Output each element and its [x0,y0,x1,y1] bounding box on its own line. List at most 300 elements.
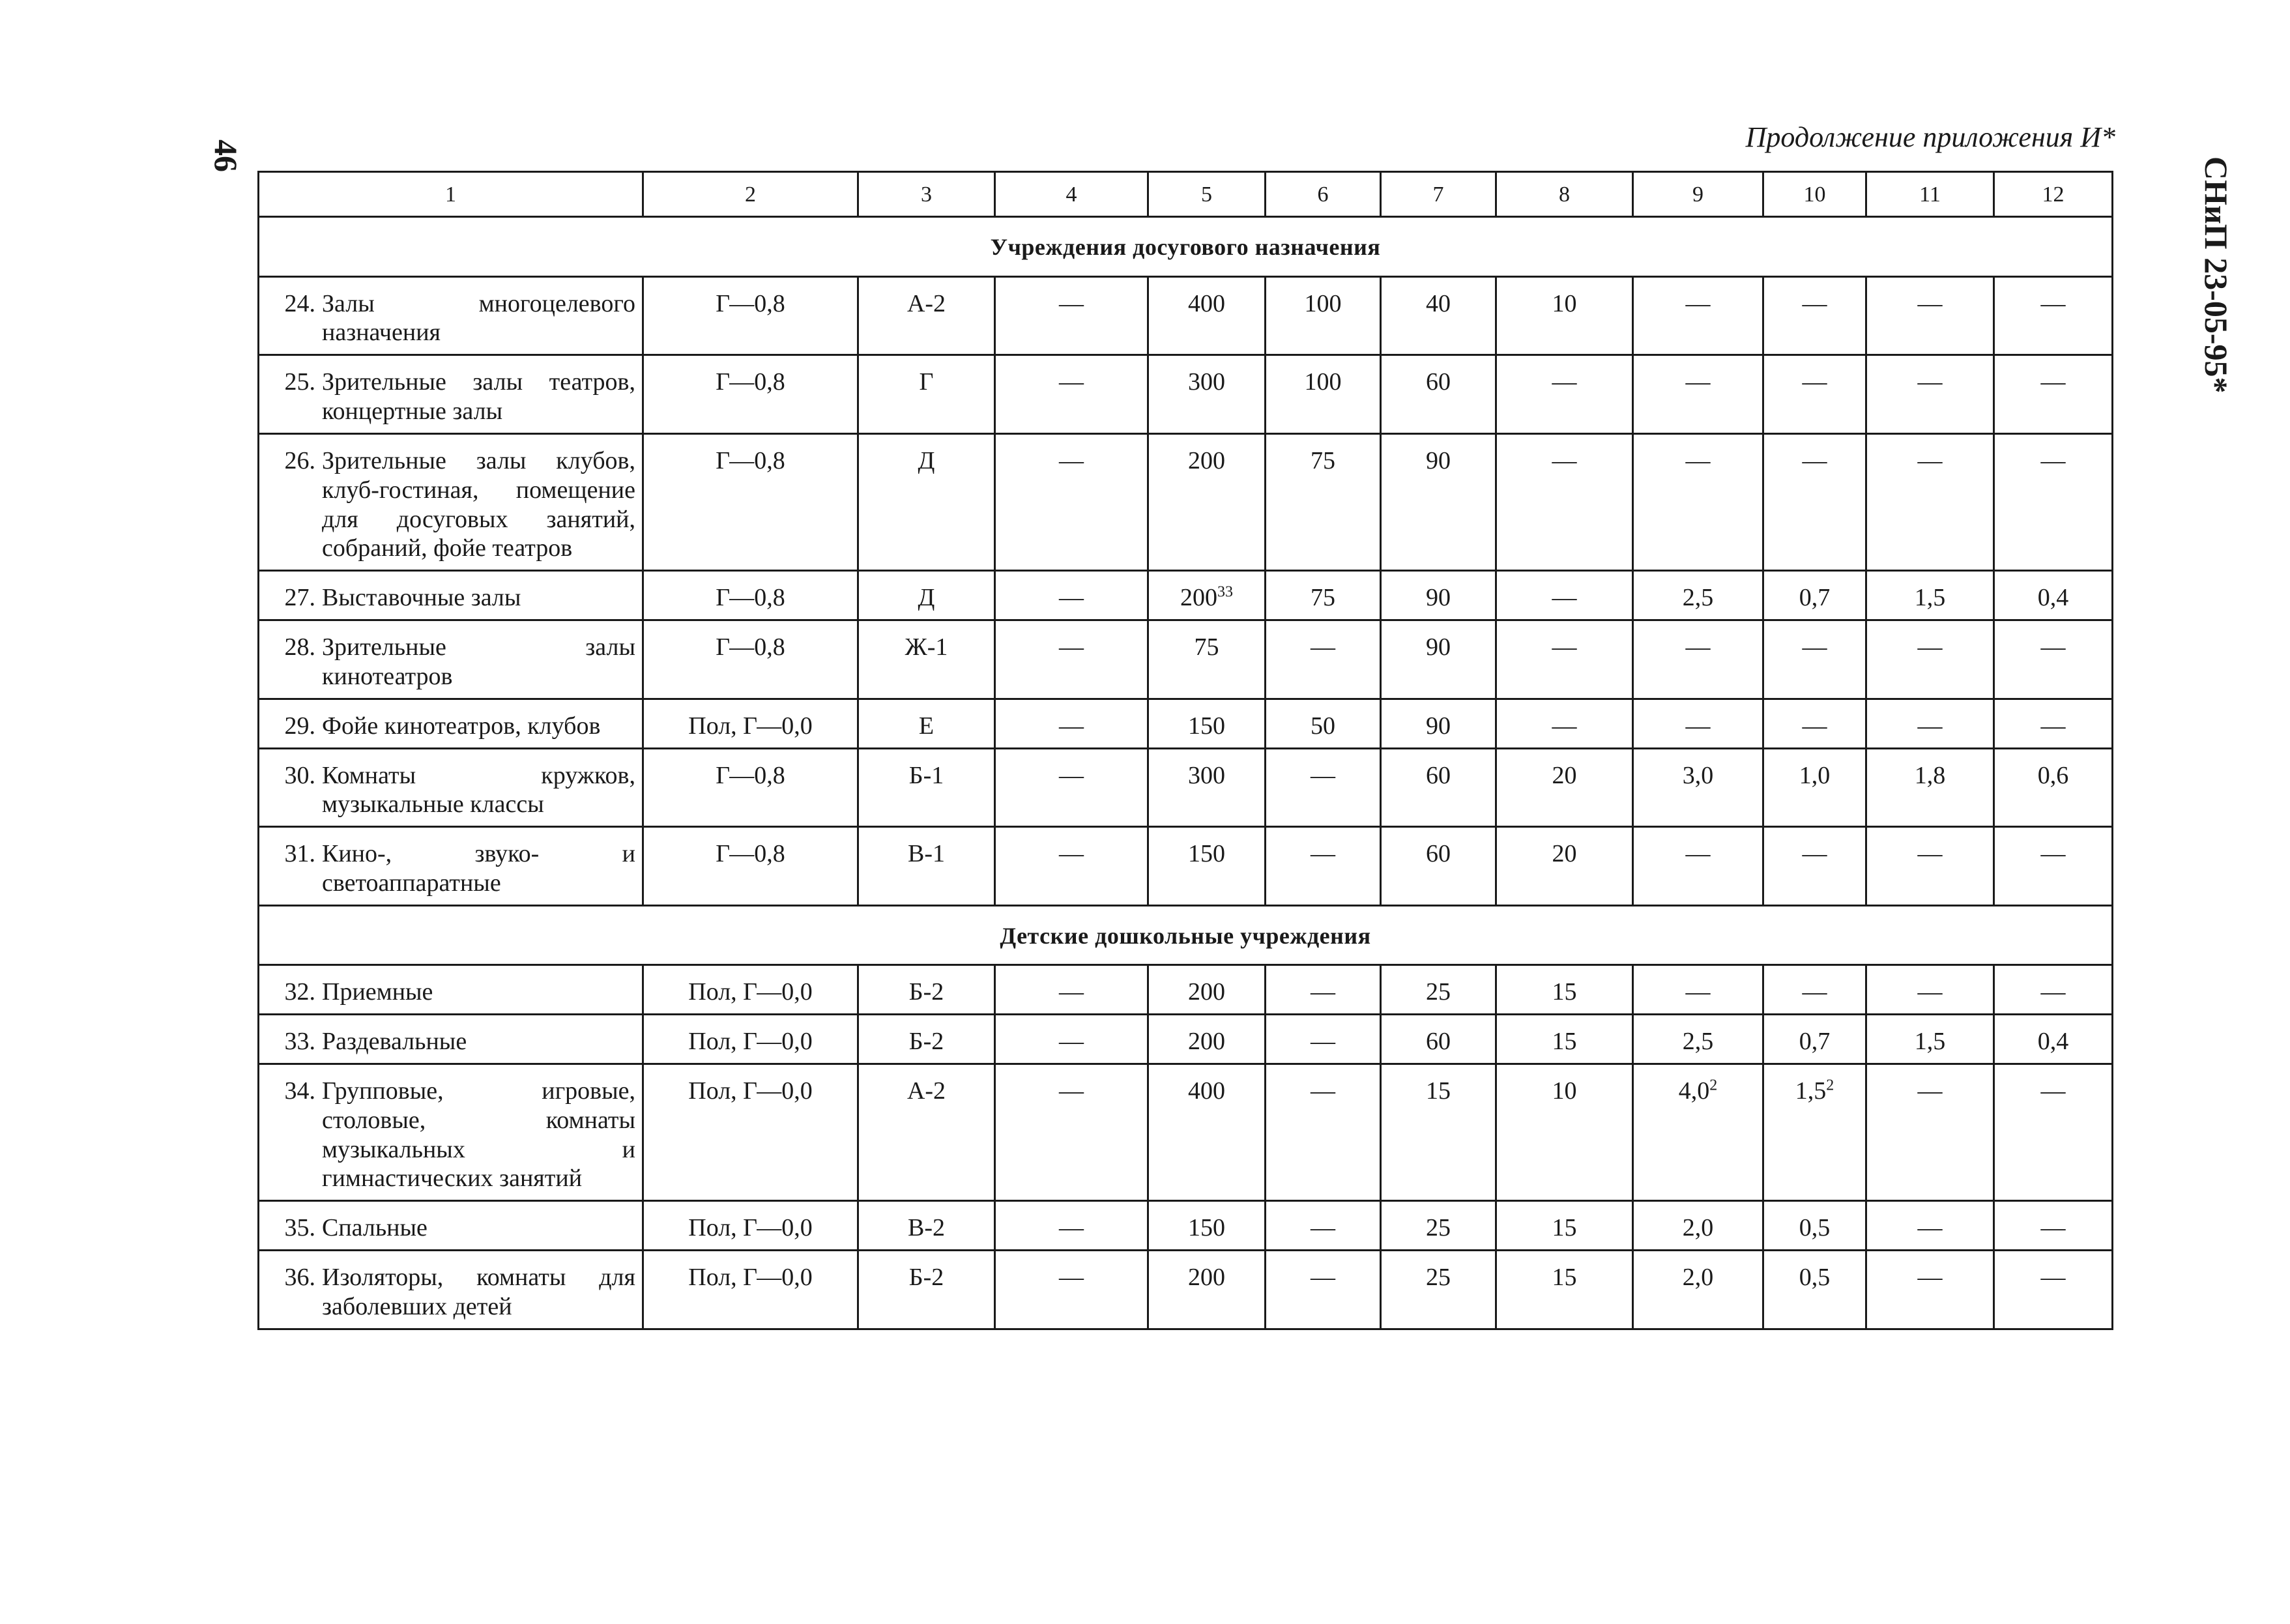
cell-c12 [1994,748,2113,827]
room-name: Изоляторы, комнаты для заболевших детей [322,1264,635,1320]
cell-value: 150 [1188,1214,1225,1242]
row-number: 25. [284,368,315,396]
cell-value: — [2040,1214,2066,1242]
column-header-2: 2 [643,172,858,217]
table-row [259,965,2113,1015]
cell-value: Б-1 [908,761,944,789]
cell-value: — [1802,712,1827,740]
cell-value: — [1059,289,1084,317]
cell-value: 0,4 [2037,584,2069,612]
cell-value: — [1685,978,1711,1006]
cell-value: 40 [1426,289,1451,317]
cell-value: 0,5 [1799,1264,1831,1292]
cell-value: 20 [1552,840,1577,868]
row-number: 30. [284,761,315,789]
cell-c3 [858,827,995,906]
cell-value: Г [919,368,934,396]
cell-value: 60 [1426,368,1451,396]
room-name-cell [259,1251,643,1329]
cell-value: — [1917,978,1943,1006]
cell-c2 [643,1201,858,1251]
column-header-5: 5 [1148,172,1266,217]
cell-c7 [1381,965,1496,1015]
room-name: Кино-, звуко- и светоаппаратные [322,840,635,897]
cell-value: — [1685,289,1711,317]
room-name: Комнаты кружков, музыкальные классы [322,761,635,819]
cell-c10 [1763,699,1866,748]
cell-value: Б-2 [908,1028,944,1056]
cell-c4 [995,355,1148,434]
room-name-cell [259,571,643,620]
cell-value: 75 [1311,446,1335,474]
room-name-cell [259,355,643,434]
cell-c7 [1381,827,1496,906]
cell-value: Пол, Г—0,0 [688,712,813,740]
cell-c9 [1633,1251,1763,1329]
cell-c3 [858,1251,995,1329]
cell-c2 [643,1015,858,1064]
cell-c8 [1496,620,1633,699]
table-row [259,571,2113,620]
cell-value: — [1059,840,1084,868]
room-name: Фойе кинотеатров, клубов [322,712,601,740]
cell-c2 [643,620,858,699]
cell-value: 0,5 [1799,1214,1831,1242]
cell-c11 [1866,355,1994,434]
column-header-4: 4 [995,172,1148,217]
cell-c5 [1148,827,1266,906]
table-row [259,827,2113,906]
cell-value: 2,5 [1682,584,1714,612]
cell-value: — [2040,446,2066,474]
section-row [259,217,2113,276]
cell-value: — [1802,978,1827,1006]
room-name: Приемные [322,978,433,1006]
section-title: Учреждения досугового назначения [259,217,2113,276]
cell-value: 0,4 [2037,1028,2069,1056]
row-number: 24. [284,289,315,317]
cell-value: Г—0,8 [716,446,785,474]
cell-value: — [1917,1214,1943,1242]
cell-value: — [1917,289,1943,317]
cell-value: Пол, Г—0,0 [688,1077,813,1105]
cell-value: 15 [1552,1264,1577,1292]
cell-value: — [2040,633,2066,661]
cell-c9 [1633,433,1763,570]
cell-c9 [1633,699,1763,748]
cell-value: — [1685,368,1711,396]
room-name-cell [259,1015,643,1064]
cell-value: 100 [1304,368,1342,396]
table-row [259,1064,2113,1200]
cell-c4 [995,571,1148,620]
cell-value: — [1917,712,1943,740]
cell-c5 [1148,571,1266,620]
room-name: Спальные [322,1214,428,1242]
cell-c9 [1633,748,1763,827]
cell-value: 150 [1188,712,1225,740]
cell-c10 [1763,276,1866,355]
footnote-mark: 2 [1826,1077,1834,1094]
cell-c8 [1496,1251,1633,1329]
cell-c12 [1994,620,2113,699]
cell-c6 [1266,433,1381,570]
cell-value: 15 [1552,978,1577,1006]
cell-value: 2,0 [1682,1214,1714,1242]
cell-c9 [1633,1201,1763,1251]
cell-c4 [995,1201,1148,1251]
room-name: Групповые, игровые, столовые, комнаты музыкальных и гимнастических занятий [322,1077,635,1193]
cell-c6 [1266,620,1381,699]
room-name-cell [259,965,643,1015]
cell-value: — [1802,840,1827,868]
cell-value: — [2040,289,2066,317]
cell-c5 [1148,1201,1266,1251]
cell-value: 2,5 [1682,1028,1714,1056]
cell-value: 1,5 [1795,1077,1827,1105]
cell-c5 [1148,1251,1266,1329]
table-row [259,433,2113,570]
cell-c4 [995,699,1148,748]
cell-c7 [1381,620,1496,699]
cell-c11 [1866,965,1994,1015]
cell-value: — [1311,1264,1335,1292]
table-row [259,699,2113,748]
cell-value: — [1917,1077,1943,1105]
cell-c11 [1866,433,1994,570]
cell-value: — [1059,1077,1084,1105]
cell-c10 [1763,620,1866,699]
cell-value: — [2040,978,2066,1006]
cell-value: 25 [1426,978,1451,1006]
cell-value: — [1917,446,1943,474]
cell-c3 [858,620,995,699]
cell-value: 20 [1552,761,1577,789]
cell-c5 [1148,699,1266,748]
cell-value: 60 [1426,761,1451,789]
cell-value: 100 [1304,289,1342,317]
room-name-cell [259,433,643,570]
document-code: СНиП 23-05-95* [2198,156,2235,394]
cell-c12 [1994,1201,2113,1251]
cell-value: 1,8 [1914,761,1946,789]
row-number: 33. [284,1028,315,1056]
cell-c4 [995,827,1148,906]
cell-value: — [1802,368,1827,396]
cell-c9 [1633,571,1763,620]
cell-c10 [1763,571,1866,620]
cell-value: — [2040,1077,2066,1105]
table-row [259,1201,2113,1251]
room-name-cell [259,748,643,827]
cell-value: — [1802,289,1827,317]
cell-value: Г—0,8 [716,289,785,317]
cell-c2 [643,748,858,827]
cell-value: 400 [1188,1077,1225,1105]
cell-c5 [1148,1064,1266,1200]
column-header-1: 1 [259,172,643,217]
cell-value: 1,5 [1914,584,1946,612]
cell-value: В-2 [908,1214,945,1242]
cell-c3 [858,571,995,620]
cell-value: Б-2 [908,1264,944,1292]
cell-c12 [1994,276,2113,355]
cell-c7 [1381,748,1496,827]
cell-value: 90 [1426,712,1451,740]
row-number: 29. [284,712,315,740]
room-name: Залы многоцелевого назначения [322,289,635,347]
cell-c8 [1496,1201,1633,1251]
cell-c7 [1381,276,1496,355]
cell-c7 [1381,1201,1496,1251]
cell-c3 [858,433,995,570]
cell-c2 [643,1251,858,1329]
cell-value: Г—0,8 [716,840,785,868]
cell-value: 4,0 [1678,1077,1710,1105]
table-body [259,217,2113,1329]
cell-c9 [1633,620,1763,699]
cell-c10 [1763,1064,1866,1200]
cell-c12 [1994,1251,2113,1329]
cell-c6 [1266,699,1381,748]
cell-c2 [643,1064,858,1200]
cell-c7 [1381,571,1496,620]
room-name: Выставочные залы [322,584,521,612]
cell-value: 60 [1426,1028,1451,1056]
cell-c2 [643,827,858,906]
column-header-8: 8 [1496,172,1633,217]
cell-value: 400 [1188,289,1225,317]
cell-c4 [995,1015,1148,1064]
cell-value: 60 [1426,840,1451,868]
cell-c8 [1496,571,1633,620]
cell-value: — [1059,761,1084,789]
cell-c7 [1381,1015,1496,1064]
table-header [259,172,2113,217]
cell-c5 [1148,355,1266,434]
cell-c3 [858,1201,995,1251]
cell-c11 [1866,699,1994,748]
cell-value: Д [918,446,935,474]
room-name-cell [259,1064,643,1200]
cell-value: 200 [1188,978,1225,1006]
cell-c4 [995,965,1148,1015]
table-row [259,276,2113,355]
cell-value: — [1311,1214,1335,1242]
cell-c11 [1866,571,1994,620]
cell-c11 [1866,1251,1994,1329]
cell-c8 [1496,748,1633,827]
cell-c8 [1496,433,1633,570]
cell-value: — [1059,584,1084,612]
cell-value: 0,7 [1799,584,1831,612]
cell-c2 [643,433,858,570]
cell-value: — [1059,633,1084,661]
table-row [259,748,2113,827]
cell-value: Г—0,8 [716,368,785,396]
cell-c5 [1148,965,1266,1015]
cell-c2 [643,965,858,1015]
cell-value: — [1917,1264,1943,1292]
cell-value: Б-2 [908,978,944,1006]
cell-value: — [2040,1264,2066,1292]
column-header-6: 6 [1266,172,1381,217]
cell-value: — [1685,840,1711,868]
cell-c3 [858,748,995,827]
table-row [259,1015,2113,1064]
cell-c9 [1633,827,1763,906]
header-row [259,172,2113,217]
cell-c3 [858,965,995,1015]
cell-value: — [2040,840,2066,868]
cell-c11 [1866,1015,1994,1064]
room-name: Зрительные залы клубов, клуб-гостиная, помещение для досуговых занятий, собраний, фойе театров [322,446,635,562]
cell-c7 [1381,699,1496,748]
cell-c4 [995,620,1148,699]
cell-c12 [1994,965,2113,1015]
cell-value: — [1311,1028,1335,1056]
cell-c8 [1496,1015,1633,1064]
cell-value: 15 [1426,1077,1451,1105]
cell-value: — [2040,368,2066,396]
cell-c12 [1994,355,2113,434]
cell-value: — [1059,368,1084,396]
cell-c5 [1148,276,1266,355]
cell-c6 [1266,571,1381,620]
cell-c3 [858,276,995,355]
cell-value: 15 [1552,1028,1577,1056]
cell-c8 [1496,276,1633,355]
cell-value: 200 [1188,1028,1225,1056]
cell-value: — [1552,633,1577,661]
footnote-mark: 33 [1217,583,1233,601]
cell-value: — [1311,633,1335,661]
norms-table [257,171,2113,1330]
cell-value: 90 [1426,584,1451,612]
cell-c3 [858,1015,995,1064]
cell-value: 1,0 [1799,761,1831,789]
cell-c2 [643,571,858,620]
cell-c10 [1763,827,1866,906]
cell-c7 [1381,355,1496,434]
cell-c10 [1763,433,1866,570]
cell-value: — [1059,978,1084,1006]
cell-value: — [1552,446,1577,474]
cell-c5 [1148,748,1266,827]
cell-c5 [1148,1015,1266,1064]
column-header-9: 9 [1633,172,1763,217]
cell-value: — [2040,712,2066,740]
cell-c4 [995,1251,1148,1329]
cell-c6 [1266,355,1381,434]
cell-c5 [1148,620,1266,699]
cell-c6 [1266,1201,1381,1251]
cell-c6 [1266,748,1381,827]
cell-value: Д [918,584,935,612]
cell-value: — [1685,633,1711,661]
cell-value: 200 [1188,1264,1225,1292]
cell-c3 [858,1064,995,1200]
cell-c7 [1381,1251,1496,1329]
cell-value: 90 [1426,633,1451,661]
cell-c4 [995,748,1148,827]
cell-c6 [1266,965,1381,1015]
cell-value: 3,0 [1682,761,1714,789]
cell-value: А-2 [906,1077,946,1105]
cell-value: 25 [1426,1214,1451,1242]
cell-value: 200 [1188,446,1225,474]
cell-value: — [1059,446,1084,474]
cell-c12 [1994,827,2113,906]
cell-value: 10 [1552,289,1577,317]
cell-value: — [1552,712,1577,740]
column-header-7: 7 [1381,172,1496,217]
cell-c3 [858,355,995,434]
room-name: Зрительные залы театров, концертные залы [322,368,635,426]
cell-c2 [643,699,858,748]
cell-value: 0,7 [1799,1028,1831,1056]
page-number: 46 [208,139,244,172]
cell-value: — [1685,446,1711,474]
cell-value: 90 [1426,446,1451,474]
cell-value: — [1311,978,1335,1006]
cell-value: — [1917,840,1943,868]
cell-value: — [1552,368,1577,396]
cell-c8 [1496,965,1633,1015]
cell-value: Пол, Г—0,0 [688,1264,813,1292]
row-number: 26. [284,446,315,474]
cell-c7 [1381,1064,1496,1200]
room-name-cell [259,699,643,748]
cell-value: — [1059,1264,1084,1292]
cell-value: 10 [1552,1077,1577,1105]
cell-c8 [1496,355,1633,434]
cell-value: — [1917,633,1943,661]
cell-c9 [1633,355,1763,434]
cell-c11 [1866,827,1994,906]
room-name-cell [259,620,643,699]
column-header-10: 10 [1763,172,1866,217]
cell-c9 [1633,1015,1763,1064]
row-number: 27. [284,584,315,612]
cell-c8 [1496,1064,1633,1200]
cell-c3 [858,699,995,748]
row-number: 32. [284,978,315,1006]
cell-c10 [1763,1015,1866,1064]
cell-c6 [1266,1015,1381,1064]
cell-value: 0,6 [2037,761,2069,789]
cell-c2 [643,355,858,434]
cell-c12 [1994,571,2113,620]
cell-value: 50 [1311,712,1335,740]
cell-c10 [1763,965,1866,1015]
cell-c6 [1266,827,1381,906]
cell-c5 [1148,433,1266,570]
cell-c6 [1266,1251,1381,1329]
cell-value: А-2 [906,289,946,317]
cell-c4 [995,1064,1148,1200]
cell-value: Г—0,8 [716,633,785,661]
column-header-11: 11 [1866,172,1994,217]
cell-c11 [1866,1064,1994,1200]
room-name: Зрительные залы кинотеатров [322,633,635,690]
column-header-3: 3 [858,172,995,217]
cell-c6 [1266,1064,1381,1200]
column-header-12: 12 [1994,172,2113,217]
cell-value: — [1802,633,1827,661]
cell-c12 [1994,699,2113,748]
cell-value: Г—0,8 [716,761,785,789]
